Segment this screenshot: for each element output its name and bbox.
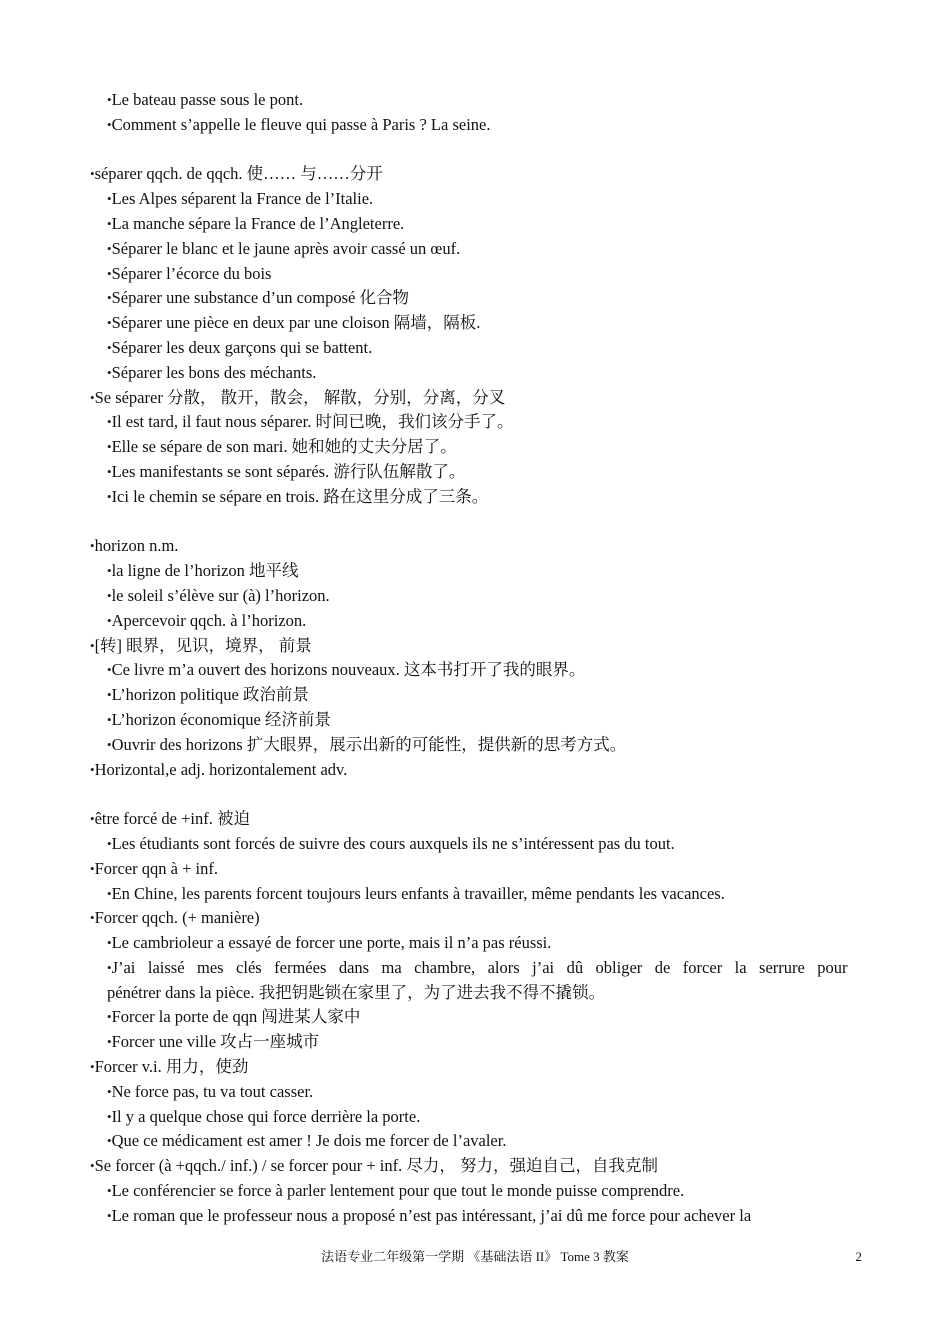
bullet-icon: • [107,662,112,678]
line-text: Forcer la porte de qqn 闯进某人家中 [111,1007,361,1027]
document-body [0,88,950,1229]
example-line [0,485,950,510]
line-text: Forcer v.i. 用力，使劲 [94,1057,249,1077]
line-text: Séparer une pièce en deux par une cloison 隔墙，隔板. [111,313,481,333]
line-text: L’horizon économique 经济前景 [111,709,331,729]
bullet-icon: • [107,711,112,727]
example-line [0,1179,950,1204]
line-text: être forcé de +inf. 被迫 [94,809,251,829]
example-line [0,237,950,262]
example-line [0,336,950,361]
example-line [0,931,950,956]
line-text: Horizontal,e adj. horizontalement adv. [94,759,348,779]
page-number: 2 [855,1249,862,1264]
line-text: Forcer qqch. (+ manière) [94,908,260,928]
bullet-icon: • [90,637,95,653]
line-text: Ici le chemin se sépare en trois. 路在这里分成了三条。 [111,486,489,506]
line-text: horizon n.m. [94,536,179,556]
line-text: La manche sépare la France de l’Angleterre. [111,213,405,233]
line-text: Apercevoir qqch. à l’horizon. [111,610,307,630]
entry-heading [0,1055,950,1080]
bullet-icon: • [107,1133,112,1149]
bullet-icon: • [107,92,112,107]
line-text: Ouvrir des horizons 扩大眼界，展示出新的可能性，提供新的思考方式。 [111,734,627,754]
page-footer [0,1247,950,1267]
bullet-icon: • [107,959,112,975]
entry-heading [0,162,950,187]
bullet-icon: • [107,1207,112,1223]
line-text: Il y a quelque chose qui force derrière la porte. [111,1106,421,1126]
example-line [0,832,950,857]
line-text: la ligne de l’horizon 地平线 [111,561,299,581]
line-text: [转] 眼界，见识，境界， 前景 [94,635,312,655]
entry-heading [0,857,950,882]
example-line [0,559,950,584]
line-text: Les manifestants se sont séparés. 游行队伍解散了。 [111,461,466,481]
line-text: Séparer les bons des méchants. [111,362,317,382]
bullet-icon: • [107,339,112,355]
example-line [0,286,950,311]
bullet-icon: • [107,488,112,504]
entry-heading [0,386,950,411]
example-line [0,1080,950,1105]
bullet-icon: • [107,290,112,306]
example-line [0,609,950,634]
bullet-icon: • [107,191,112,207]
blank-line [0,138,950,163]
example-line [0,1105,950,1130]
line-text: Forcer qqn à + inf. [94,858,218,878]
example-line [0,683,950,708]
line-text: Les Alpes séparent la France de l’Italie. [111,189,374,209]
bullet-icon: • [90,761,95,777]
line-text: Forcer une ville 攻占一座城市 [111,1032,320,1052]
example-line [0,361,950,386]
line-text: J’ai laissé mes clés fermées dans ma chambre, alors j’ai dû obliger de forcer la serrure pour [111,957,848,977]
entry-heading [0,634,950,659]
bullet-icon: • [107,265,112,281]
bullet-icon: • [107,116,112,132]
bullet-icon: • [107,1183,112,1199]
blank-line [0,782,950,807]
line-text: En Chine, les parents forcent toujours leurs enfants à travailler, même pendants les vacances. [111,883,725,903]
entry-heading [0,1154,950,1179]
entry-heading [0,758,950,783]
line-text: Séparer une substance d’un composé 化合物 [111,288,409,308]
bullet-icon: • [107,835,112,851]
example-line [0,460,950,485]
bullet-icon: • [90,389,95,405]
line-text: Le conférencier se force à parler lentement pour que tout le monde puisse comprendre. [111,1181,685,1201]
bullet-icon: • [107,563,112,579]
bullet-icon: • [107,1108,112,1124]
entry-heading [0,906,950,931]
bullet-icon: • [90,538,95,554]
example-line [0,262,950,287]
line-text: Que ce médicament est amer ! Je dois me forcer de l’avaler. [111,1131,507,1151]
line-text: Elle se sépare de son mari. 她和她的丈夫分居了。 [111,437,457,457]
blank-line [0,510,950,535]
line-text: le soleil s’élève sur (à) l’horizon. [111,585,330,605]
bullet-icon: • [107,439,112,455]
entry-heading [0,534,950,559]
bullet-icon: • [90,1158,95,1174]
example-line [0,187,950,212]
bullet-icon: • [107,587,112,603]
example-line [0,88,950,113]
bullet-icon: • [107,687,112,703]
bullet-icon: • [107,935,112,951]
line-text: séparer qqch. de qqch. 使…… 与……分开 [94,164,383,184]
line-text: Comment s’appelle le fleuve qui passe à Paris ? La seine. [111,114,491,134]
example-line [0,1005,950,1030]
entry-heading [0,807,950,832]
example-line [0,733,950,758]
bullet-icon: • [107,1009,112,1025]
example-line [0,113,950,138]
example-line [0,1129,950,1154]
bullet-icon: • [90,910,95,926]
example-line [0,956,950,981]
line-text: Ne force pas, tu va tout casser. [111,1081,314,1101]
bullet-icon: • [90,166,95,182]
line-text: Séparer le blanc et le jaune après avoir cassé un œuf. [111,238,461,258]
example-line [0,708,950,733]
bullet-icon: • [90,860,95,876]
line-text: Se séparer 分散， 散开，散会， 解散，分别，分离，分叉 [94,387,506,407]
line-text: Il est tard, il faut nous séparer. 时间已晚，我们该分手了。 [111,412,514,432]
bullet-icon: • [90,811,95,827]
bullet-icon: • [107,463,112,479]
example-line [0,882,950,907]
bullet-icon: • [107,1034,112,1050]
bullet-icon: • [107,885,112,901]
bullet-icon: • [90,1059,95,1075]
line-text: Le roman que le professeur nous a proposé n’est pas intéressant, j’ai dû me force pour achever la [111,1205,752,1225]
example-line [0,584,950,609]
example-line [0,658,950,683]
line-text: Ce livre m’a ouvert des horizons nouveaux. 这本书打开了我的眼界。 [111,660,586,680]
example-line [0,435,950,460]
bullet-icon: • [107,315,112,331]
continuation-line [0,981,950,1006]
line-text: L’horizon politique 政治前景 [111,685,309,705]
example-line [0,311,950,336]
bullet-icon: • [107,240,112,256]
example-line [0,1204,950,1229]
line-text: Les étudiants sont forcés de suivre des cours auxquels ils ne s’intéressent pas du tout. [111,833,675,853]
bullet-icon: • [107,215,112,231]
line-text: Séparer les deux garçons qui se battent. [111,337,373,357]
line-text: pénétrer dans la pièce. 我把钥匙锁在家里了，为了进去我不得不撬锁。 [107,982,606,1002]
line-text: Se forcer (à +qqch./ inf.) / se forcer pour + inf. 尽力， 努力，强迫自己，自我克制 [94,1156,659,1176]
bullet-icon: • [107,736,112,752]
example-line [0,1030,950,1055]
bullet-icon: • [107,414,112,430]
line-text: Séparer l’écorce du bois [111,263,272,283]
bullet-icon: • [107,612,112,628]
example-line [0,212,950,237]
footer-text: 法语专业二年级第一学期 《基础法语 II》 Tome 3 教案 [321,1249,629,1264]
line-text: Le bateau passe sous le pont. [111,90,304,109]
bullet-icon: • [107,1083,112,1099]
bullet-icon: • [107,364,112,380]
example-line [0,410,950,435]
line-text: Le cambrioleur a essayé de forcer une porte, mais il n’a pas réussi. [111,933,552,953]
